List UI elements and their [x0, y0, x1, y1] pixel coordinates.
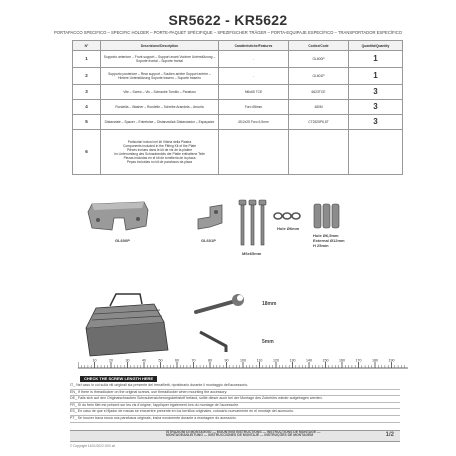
- header-features: Caratteristiche/Features: [219, 41, 289, 51]
- row-quantity: [349, 130, 403, 175]
- table-row: [73, 100, 403, 115]
- ruler-tick-label: 30: [125, 358, 130, 363]
- row-quantity: 3: [349, 100, 403, 115]
- parts-table: [72, 40, 403, 175]
- row-description: Supporto anteriore – Front support – Support avant Vordere Unterstützung – Soporte frontal – Suporte frontal: [101, 51, 219, 68]
- spacer-specs: [313, 233, 345, 248]
- header-description: Descrizione/Description: [101, 41, 219, 51]
- hex-key-5-label: 5mm: [262, 339, 274, 345]
- note-it: IT_ Nel caso in cui sulla viti originali sia presente del frenafiletti, ripristinarlo durante il montaggio dell'accessorio.: [70, 383, 400, 390]
- row-description: Vite – Screw – Vis – Schraube Tornillo – Parafuso: [101, 85, 219, 100]
- spacer-external-label: External Ø12mm: [313, 238, 345, 243]
- ruler-tick-label: 110: [256, 358, 263, 363]
- ruler-tick-label: 170: [355, 358, 362, 363]
- header-quantity: Quantità/Quantity: [349, 41, 403, 51]
- ruler-tick-label: 100: [240, 358, 246, 363]
- row-quantity: 1: [349, 68, 403, 85]
- spacer-hole-label: Hole Ø6,5mm: [313, 233, 339, 238]
- ruler-tick-label: 160: [339, 358, 345, 363]
- ruler-tick-label: 20: [109, 358, 113, 363]
- row-number: 3: [73, 85, 101, 100]
- row-number: 4: [73, 100, 101, 115]
- row-features: Ø12x25 Foro 6,5mm: [219, 115, 289, 130]
- ruler-tick-label: 60: [175, 358, 179, 363]
- row-description: Supporto posteriore – Rear support – Soutien arrière Support arrière – Hintere Unterstützung Soporte trasero – Suporte traseiro: [101, 68, 219, 85]
- note-en: EN_ If there is threadlocker on the original screws, use threadlocker when mounting the accessory.: [70, 390, 400, 397]
- ruler-tick-label: 10: [92, 358, 97, 363]
- row-quantity: 3: [349, 85, 403, 100]
- note-es: ES_ En caso de que el fijador de roscas se encuentre presente en los tornillos originales, colocarlo nuevamente en el montaje del accesorio.: [70, 409, 400, 416]
- row-code: 6623TCE: [289, 85, 349, 100]
- header-code: Codice/Code: [289, 41, 349, 51]
- ruler-tick-label: 80: [208, 358, 212, 363]
- spacers-illustration: [312, 200, 342, 232]
- washers-illustration: [272, 208, 302, 224]
- row-description: Particolari inclusi nel kit Viteria della Piastra Components included in the Fitting Kit of the Plate Pièces inclues dans le kit de vis de la platine Im Lieferumfang des Schraubenkits der Platte enthaltene Teile Piezas incluidas en el kit de tornillería de la placa Peças incluídas no kit de parafusos da placa: [101, 130, 219, 175]
- screws-illustration: [236, 198, 270, 250]
- document-title: SR5622 - KR5622: [168, 12, 288, 28]
- footer-bar: [70, 430, 400, 442]
- row-code: GL601P: [289, 68, 349, 85]
- hex-key-illustration: [196, 328, 236, 354]
- row-features: M6x65 TCE: [219, 85, 289, 100]
- header-number: N°: [73, 41, 101, 51]
- note-de: DE_ Falls sich auf den Originalschrauben Schraubensicherungsklebstoff befand, sollte dieser auch bei der Montage des Zubehörs wieder aufgetragen werden.: [70, 396, 400, 403]
- washer-hole-label: Hole Ø6mm: [277, 226, 300, 231]
- note-fr: FR_ Si du frein filet est présent sur les vis d'origine, l'appliquer également lors du montage de l'accessoire.: [70, 403, 400, 410]
- spacer-height-label: H 25mm: [313, 243, 329, 248]
- wrench-18-label: 18mm: [262, 301, 277, 307]
- row-features: -: [219, 68, 289, 85]
- table-row: [73, 85, 403, 100]
- row-features: -: [219, 51, 289, 68]
- ruler-tick-label: 130: [289, 358, 296, 363]
- toolbox-illustration: [80, 292, 172, 358]
- row-description: Rondella – Washer – Rondelle – Scheibe Arandela – Arruela: [101, 100, 219, 115]
- table-header-row: [73, 41, 403, 51]
- row-code: [289, 130, 349, 175]
- table-row: [73, 130, 403, 175]
- table-row: [73, 115, 403, 130]
- ruler-tick-label: 70: [191, 358, 196, 363]
- rear-support-illustration: [194, 203, 226, 233]
- table-row: [73, 51, 403, 68]
- row-code: CT2525P6,5T: [289, 115, 349, 130]
- screw-size-label: M6x65mm: [242, 251, 262, 256]
- ruler-tick-label: 50: [158, 358, 163, 363]
- footer-instructions-text: ISTRUZIONI DI MONTAGGIO — MOUNTING INSTRUCTIONS — INSTRUCTIONS DE MONTAGE — MONTAGEANLEITUNG — INSTRUCCIONES DE MONTAJE — INSTRUÇÕES DE MONTAGEM: [166, 430, 321, 438]
- document-subtitle: PORTAPACCO SPECIFICO – SPECIFIC HOLDER – PORTE-PAQUET SPÉCIFIQUE – SPEZIFISCHER TRÄGER – PORTA-EQUIPAJE ESPECÍFICO – TRANSPORTADOR ESPECÍFICO: [53, 30, 403, 35]
- row-description: Distanziale – Spacer – Entretoise – Distanzstück Distanciador – Espaçador: [101, 115, 219, 130]
- open-wrench-illustration: [192, 292, 248, 320]
- ruler-tick-label: 140: [306, 358, 312, 363]
- row-code: 480M: [289, 100, 349, 115]
- row-number: 2: [73, 68, 101, 85]
- row-number: 1: [73, 51, 101, 68]
- front-support-illustration: [86, 200, 152, 234]
- row-features: [219, 130, 289, 175]
- row-number: 5: [73, 115, 101, 130]
- row-code: GL600P: [289, 51, 349, 68]
- front-support-code: GL600P: [115, 238, 130, 243]
- table-row: [73, 68, 403, 85]
- ruler-tick-label: 150: [322, 358, 329, 363]
- ruler-tick-label: 90: [224, 358, 229, 363]
- note-pt: PT_ Se houver trava rosca nos parafusos originais, insira novamente durante a montagem do acessório.: [70, 416, 400, 423]
- threadlocker-notes: [70, 383, 400, 423]
- ruler-label: CHECK THE SCREW LENGTH HERE: [80, 376, 157, 382]
- copyright: © Copyright 14/01/2022 GIVI srl: [70, 444, 116, 448]
- row-features: Foro Ø6mm: [219, 100, 289, 115]
- ruler-tick-label: 190: [388, 358, 395, 363]
- screw-ruler: [78, 358, 408, 376]
- ruler-tick-label: 40: [142, 358, 146, 363]
- row-quantity: 1: [349, 51, 403, 68]
- ruler-tick-label: 180: [372, 358, 378, 363]
- ruler-tick-label: 120: [273, 358, 279, 363]
- row-number: 6: [73, 130, 101, 175]
- rear-support-code: GL601P: [201, 238, 216, 243]
- row-quantity: 3: [349, 115, 403, 130]
- page-number: 1/2: [385, 432, 394, 438]
